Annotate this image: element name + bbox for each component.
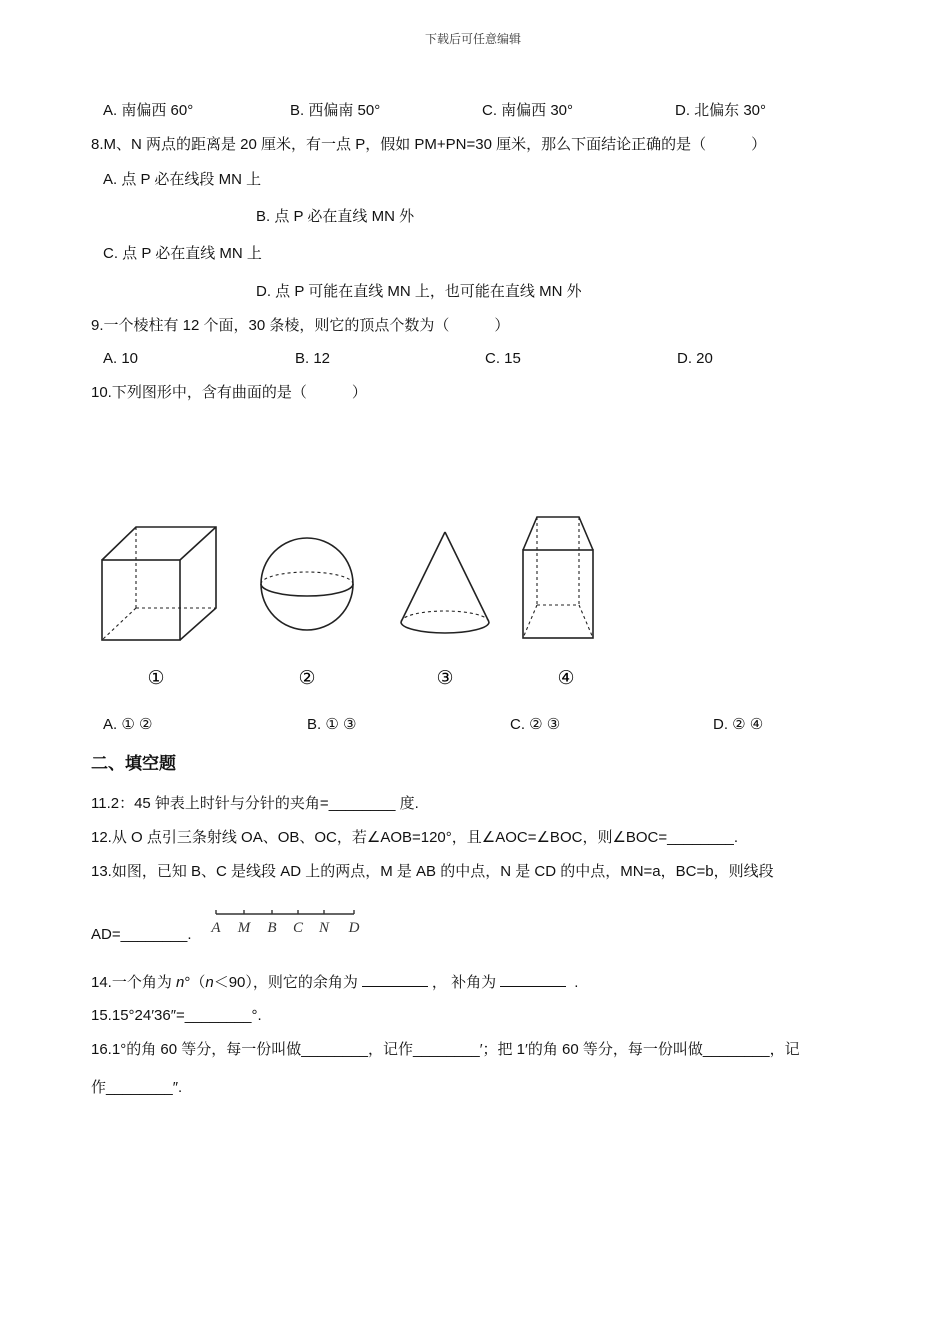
q7-option-b: B. 西偏南 50° <box>290 102 381 119</box>
q9-option-d: D. 20 <box>677 350 713 367</box>
point-label-c: C <box>292 920 304 936</box>
q8-option-c: C. 点 P 必在直线 MN 上 <box>103 245 262 262</box>
figure-label-2: ② <box>298 668 316 689</box>
section-title: 二、填空题 <box>91 754 176 773</box>
q8-option-d: D. 点 P 可能在直线 MN 上，也可能在直线 MN 外 <box>256 283 582 300</box>
q8-option-a: A. 点 P 必在线段 MN 上 <box>103 171 262 188</box>
q13-answer-line: AD=________. <box>91 926 192 943</box>
q7-option-d: D. 北偏东 30° <box>675 102 767 119</box>
point-label-m: M <box>237 920 251 936</box>
q7-option-c: C. 南偏西 30° <box>482 102 574 119</box>
page-header: 下载后可任意编辑 <box>425 32 522 46</box>
q10-option-a: A. ① ② <box>103 716 153 733</box>
q9-option-a: A. 10 <box>103 350 139 367</box>
q8-option-b: B. 点 P 必在直线 MN 外 <box>256 208 415 225</box>
figure-label-3: ③ <box>436 668 454 689</box>
sphere-figure <box>261 538 353 630</box>
point-label-n: N <box>318 920 330 936</box>
q10-option-b: B. ① ③ <box>307 716 357 733</box>
q16-line2: 作________″. <box>91 1079 183 1096</box>
point-label-a: A <box>211 920 221 936</box>
figure-label-1: ① <box>147 668 165 689</box>
point-label-d: D <box>348 920 360 936</box>
cone-figure <box>401 532 489 633</box>
cube-figure <box>102 527 216 640</box>
q16-line1: 16.1°的角 60 等分，每一份叫做________，记作________′；把 1′的角 60 等分，每一份叫做________，记 <box>91 1041 800 1058</box>
q8-stem: 8.M、N 两点的距离是 20 厘米，有一点 P，假如 PM+PN=30 厘米，那么下面结论正确的是（ ） <box>91 136 767 153</box>
q14-blank-complement[interactable] <box>362 972 428 987</box>
q15-text: 15.15°24′36″=________°. <box>91 1007 262 1024</box>
q11-text: 11.2：45 钟表上时针与分针的夹角=________ 度. <box>91 795 419 812</box>
q10-stem: 10.下列图形中，含有曲面的是（ ） <box>91 384 367 401</box>
q9-stem: 9.一个棱柱有 12 个面，30 条棱，则它的顶点个数为（ ） <box>91 317 510 334</box>
figure-label-4: ④ <box>557 668 575 689</box>
q10-option-d: D. ② ④ <box>713 716 764 733</box>
q12-text: 12.从 O 点引三条射线 OA、OB、OC，若∠AOB=120°，且∠AOC=∠BOC，则∠BOC=________. <box>91 829 739 846</box>
q13-stem: 13.如图，已知 B、C 是线段 AD 上的两点，M 是 AB 的中点，N 是 CD 的中点，MN=a，BC=b，则线段 <box>91 863 774 880</box>
q7-option-a: A. 南偏西 60° <box>103 102 194 119</box>
q9-option-b: B. 12 <box>295 350 331 367</box>
q14-blank-supplement[interactable] <box>500 972 566 987</box>
q9-option-c: C. 15 <box>485 350 521 367</box>
segment-diagram <box>208 905 366 939</box>
solid-figures <box>90 505 620 700</box>
prism-figure <box>523 517 593 638</box>
q10-option-c: C. ② ③ <box>510 716 561 733</box>
q14-text: 14.一个角为 n°（n＜90），则它的余角为 ， 补角为 . <box>91 974 579 991</box>
point-label-b: B <box>267 920 277 936</box>
